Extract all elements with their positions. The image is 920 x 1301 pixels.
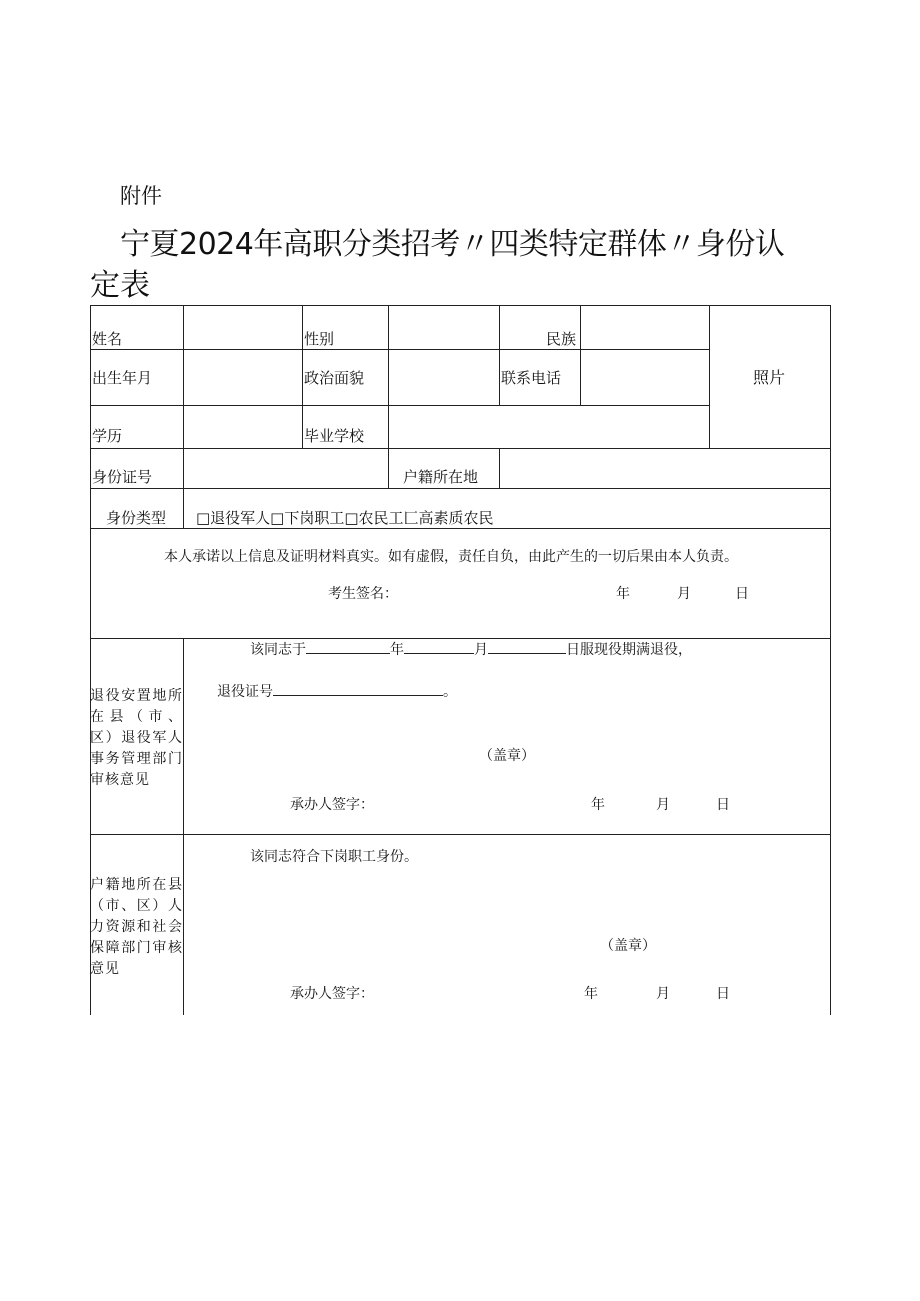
veteran-handler-signature-label: 承办人签字： [290, 797, 374, 813]
veteran-cert-line [217, 683, 457, 701]
hr-section-label: 户籍地所在县（市、区）人力资源和社会保障部门审核意见 [90, 877, 183, 977]
veteran-cert-end: 。 [443, 684, 457, 700]
pledge-statement: 本人承诺以上信息及证明材料真实。如有虚假，责任自负，由此产生的一切后果由本人负责。 [164, 549, 738, 565]
veteran-section-label: 退役安置地所在县（市、区）退役军人事务管理部门审核意见 [90, 688, 183, 788]
phone-label: 联系电话 [501, 369, 562, 387]
veteran-month: 月 [656, 797, 670, 813]
candidate-day: 日 [735, 586, 749, 602]
birth-label: 出生年月 [92, 369, 153, 387]
veteran-month-label: 月 [474, 642, 488, 658]
candidate-year: 年 [616, 586, 630, 602]
veteran-year: 年 [591, 797, 605, 813]
form-title-line2: 定表 [90, 268, 150, 303]
political-label: 政治面貌 [304, 369, 365, 387]
hukou-label: 户籍所在地 [403, 468, 479, 486]
veteran-year-blank[interactable] [306, 641, 390, 654]
veteran-cert-label: 退役证号 [217, 684, 273, 700]
identity-type-options[interactable]: □退役军人□下岗职工□农民工匚高素质农民 [196, 509, 494, 527]
form-title-line1: 宁夏2024年高职分类招考〃四类特定群体〃身份认 [120, 227, 785, 262]
candidate-month: 月 [677, 586, 691, 602]
veteran-seal-label: （盖章） [479, 748, 535, 764]
ethnicity-label: 民族 [546, 330, 577, 348]
hr-month: 月 [656, 986, 670, 1002]
veteran-year-label: 年 [390, 642, 404, 658]
school-label: 毕业学校 [304, 427, 365, 445]
identity-type-label: 身份类型 [106, 509, 167, 527]
id-number-label: 身份证号 [92, 468, 153, 486]
veteran-day: 日 [716, 797, 730, 813]
veteran-cert-blank[interactable] [273, 683, 443, 696]
veteran-service-line [250, 641, 692, 659]
veteran-line-suffix: 日服现役期满退役， [566, 642, 692, 658]
veteran-line-prefix: 该同志于 [250, 642, 306, 658]
candidate-signature-label: 考生签名： [328, 586, 398, 602]
photo-label: 照片 [753, 368, 786, 387]
hr-year: 年 [584, 986, 598, 1002]
hr-day: 日 [716, 986, 730, 1002]
name-label: 姓名 [92, 330, 123, 348]
veteran-day-blank[interactable] [488, 641, 566, 654]
gender-label: 性别 [304, 330, 335, 348]
education-label: 学历 [92, 427, 123, 445]
attachment-label: 附件 [120, 184, 162, 208]
veteran-month-blank[interactable] [404, 641, 474, 654]
hr-seal-label: （盖章） [600, 938, 656, 954]
hr-statement: 该同志符合下岗职工身份。 [250, 849, 418, 865]
hr-handler-signature-label: 承办人签字： [290, 986, 374, 1002]
